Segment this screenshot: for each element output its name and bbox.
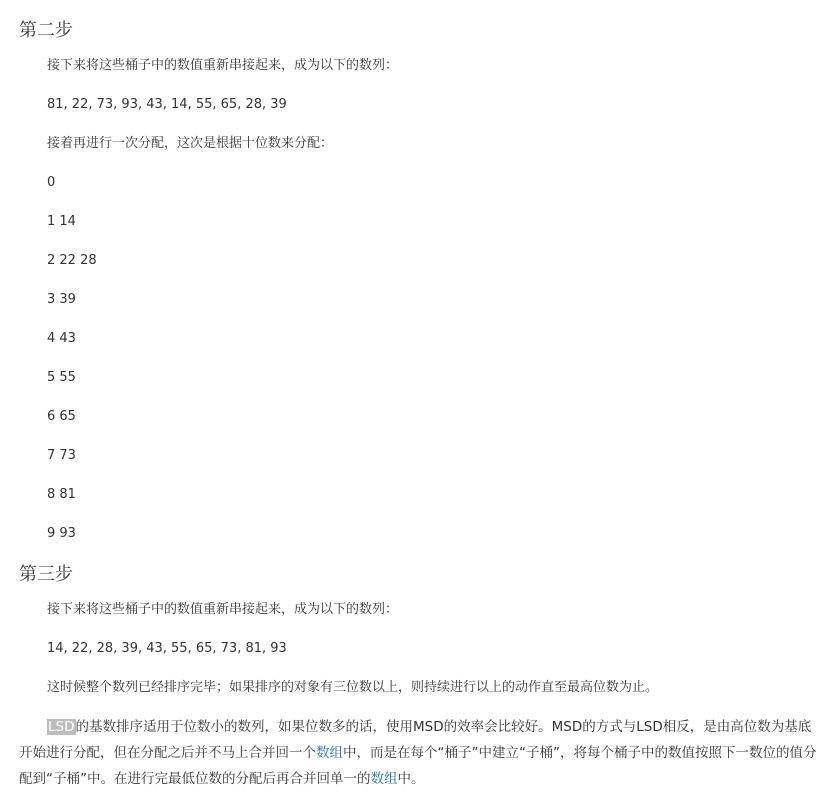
array-link[interactable]: 数组 [370,771,398,787]
step2-heading: 第二步 [19,20,73,41]
step3-done-note: 这时候整个数列已经排序完毕；如果排序的对象有三位数以上，则持续进行以上的动作直至最高位数为止。 [47,680,659,695]
bucket-line: 8 81 [47,487,76,502]
summary-text-1: 的基数排序适用于位数小的数列，如果位数多的话，使用MSD的效率会比较好。MSD的方式与LSD相反，是由高位数为基底开始进行分配，但在分配之后并不马上合并回一个 [19,719,812,761]
bucket-line: 6 65 [47,409,76,424]
array-link[interactable]: 数组 [316,745,343,761]
bucket-line: 5 55 [47,370,76,385]
bucket-line: 3 39 [47,292,76,307]
summary-text-2: 中，而是在每个“桶子”中建立“子桶”，将每个桶子中的数值按照下一数位的值分配到“子桶”中。在进行完最低位数的分配后再合并回单一的 [19,745,817,787]
lsd-highlight: LSD [48,719,75,735]
step2-distribute-note: 接着再进行一次分配，这次是根据十位数来分配： [47,136,334,151]
summary-paragraph [19,714,819,792]
step2-intro: 接下来将这些桶子中的数值重新串接起来，成为以下的数列： [47,58,399,73]
summary-text-3: 中。 [397,771,425,787]
step3-intro: 接下来将这些桶子中的数值重新串接起来，成为以下的数列： [47,602,399,617]
step2-sequence: 81, 22, 73, 93, 43, 14, 55, 65, 28, 39 [47,97,287,112]
bucket-line: 4 43 [47,331,76,346]
step3-sequence: 14, 22, 28, 39, 43, 55, 65, 73, 81, 93 [47,641,287,656]
bucket-line: 1 14 [47,214,76,229]
bucket-line: 0 [47,175,56,190]
bucket-line: 9 93 [47,526,76,541]
bucket-line: 7 73 [47,448,76,463]
step3-heading: 第三步 [19,564,73,585]
bucket-line: 2 22 28 [47,253,97,268]
